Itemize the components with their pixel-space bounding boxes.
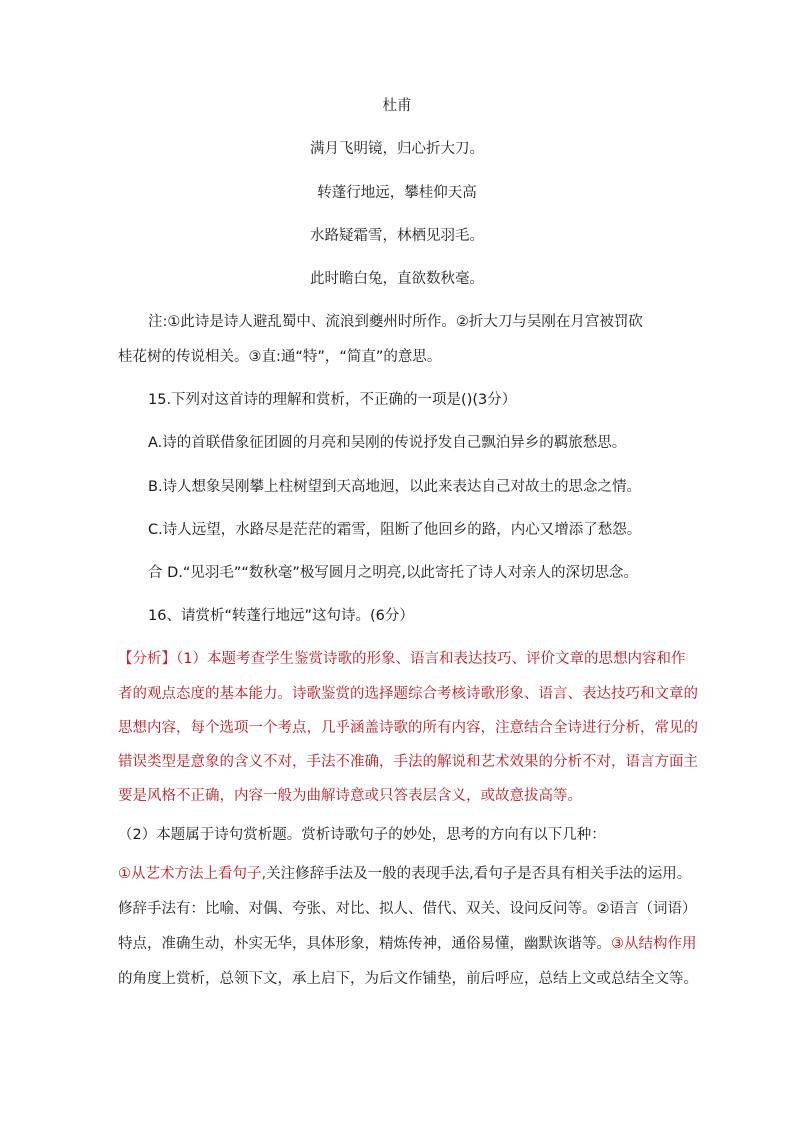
analysis-line-3: 思想内容，每个选项一个考点，几乎涵盖诗歌的所有内容，注意结合全诗进行分析，常见的 [118,720,698,736]
poem-author: 杜甫 [382,98,412,114]
part2-line-3-black: 特点，准确生动，朴实无华，具体形象，精炼传神，通俗易懂，幽默诙谐等。 [118,936,611,952]
poem-line-4: 此时瞻白兔，直欲数秋毫。 [310,271,484,287]
note-line-1: 注:①此诗是诗人避乱蜀中、流浪到夔州时所作。②折大刀与吴刚在月宫被罚砍 [148,314,643,330]
part2-title: （2）本题属于诗句赏析题。赏析诗歌句子的妙处，思考的方向有以下几种： [118,827,606,843]
q15-option-b: B.诗人想象吴刚攀上柱树望到天高地迥，以此来表达自己对故土的思念之情。 [148,479,642,495]
part2-line-1-red: ①从艺术方法上看句子, [118,866,267,882]
part2-line-3-red: ③从结构作用 [611,936,697,952]
poem-line-3: 水路疑霜雪，林栖见羽毛。 [310,228,484,244]
analysis-line-5: 要是风格不正确，内容一般为曲解诗意或只答表层含义，或故意拔高等。 [118,788,582,804]
analysis-text-1: （1）本题考查学生鉴赏诗歌的形象、语言和表达技巧、评价文章的思想内容和作 [176,651,686,667]
analysis-line-1 [118,649,685,669]
q15-option-d: 合 D.“见羽毛”“数秋毫”极写圆月之明亮,以此寄托了诗人对亲人的深切思念。 [148,565,639,581]
poem-line-1: 满月飞明镜，归心折大刀。 [310,141,484,157]
q16-stem: 16、请赏析“转蓬行地远”这句诗。(6分） [148,608,414,624]
analysis-line-2: 者的观点态度的基本能力。诗歌鉴赏的选择题综合考核诗歌形象、语言、表达技巧和文章的 [118,686,698,702]
analysis-line-4: 错误类型是意象的含义不对，手法不准确，手法的解说和艺术效果的分析不对，语言方面主 [118,754,698,770]
part2-line-4: 的角度上赏析，总领下文，承上启下，为后文作铺垫，前后呼应，总结上文或总结全文等。 [118,971,698,987]
part2-line-1 [118,864,691,884]
q15-option-c: C.诗人远望，水路尽是茫茫的霜雪，阻断了他回乡的路，内心又增添了愁怨。 [148,522,642,538]
part2-line-3 [118,934,697,954]
analysis-tag: 【分析】 [118,651,176,667]
part2-line-2: 修辞手法有：比喻、对偶、夸张、对比、拟人、借代、双关、设问反问等。②语言（词语） [118,901,697,917]
q15-stem: 15.下列对这首诗的理解和赏析，不正确的一项是()(3分） [148,392,517,408]
note-line-2: 桂花树的传说相关。③直:通“特”，“简直”的意思。 [118,349,442,365]
poem-line-2: 转蓬行地远，攀桂仰天高 [317,185,477,201]
part2-line-1-black: 关注修辞手法及一般的表现手法,看句子是否具有相关手法的运用。 [266,866,692,882]
q15-option-a: A.诗的首联借象征团圆的月亮和吴刚的传说抒发自己飘泊异乡的羁旅愁思。 [148,435,627,451]
